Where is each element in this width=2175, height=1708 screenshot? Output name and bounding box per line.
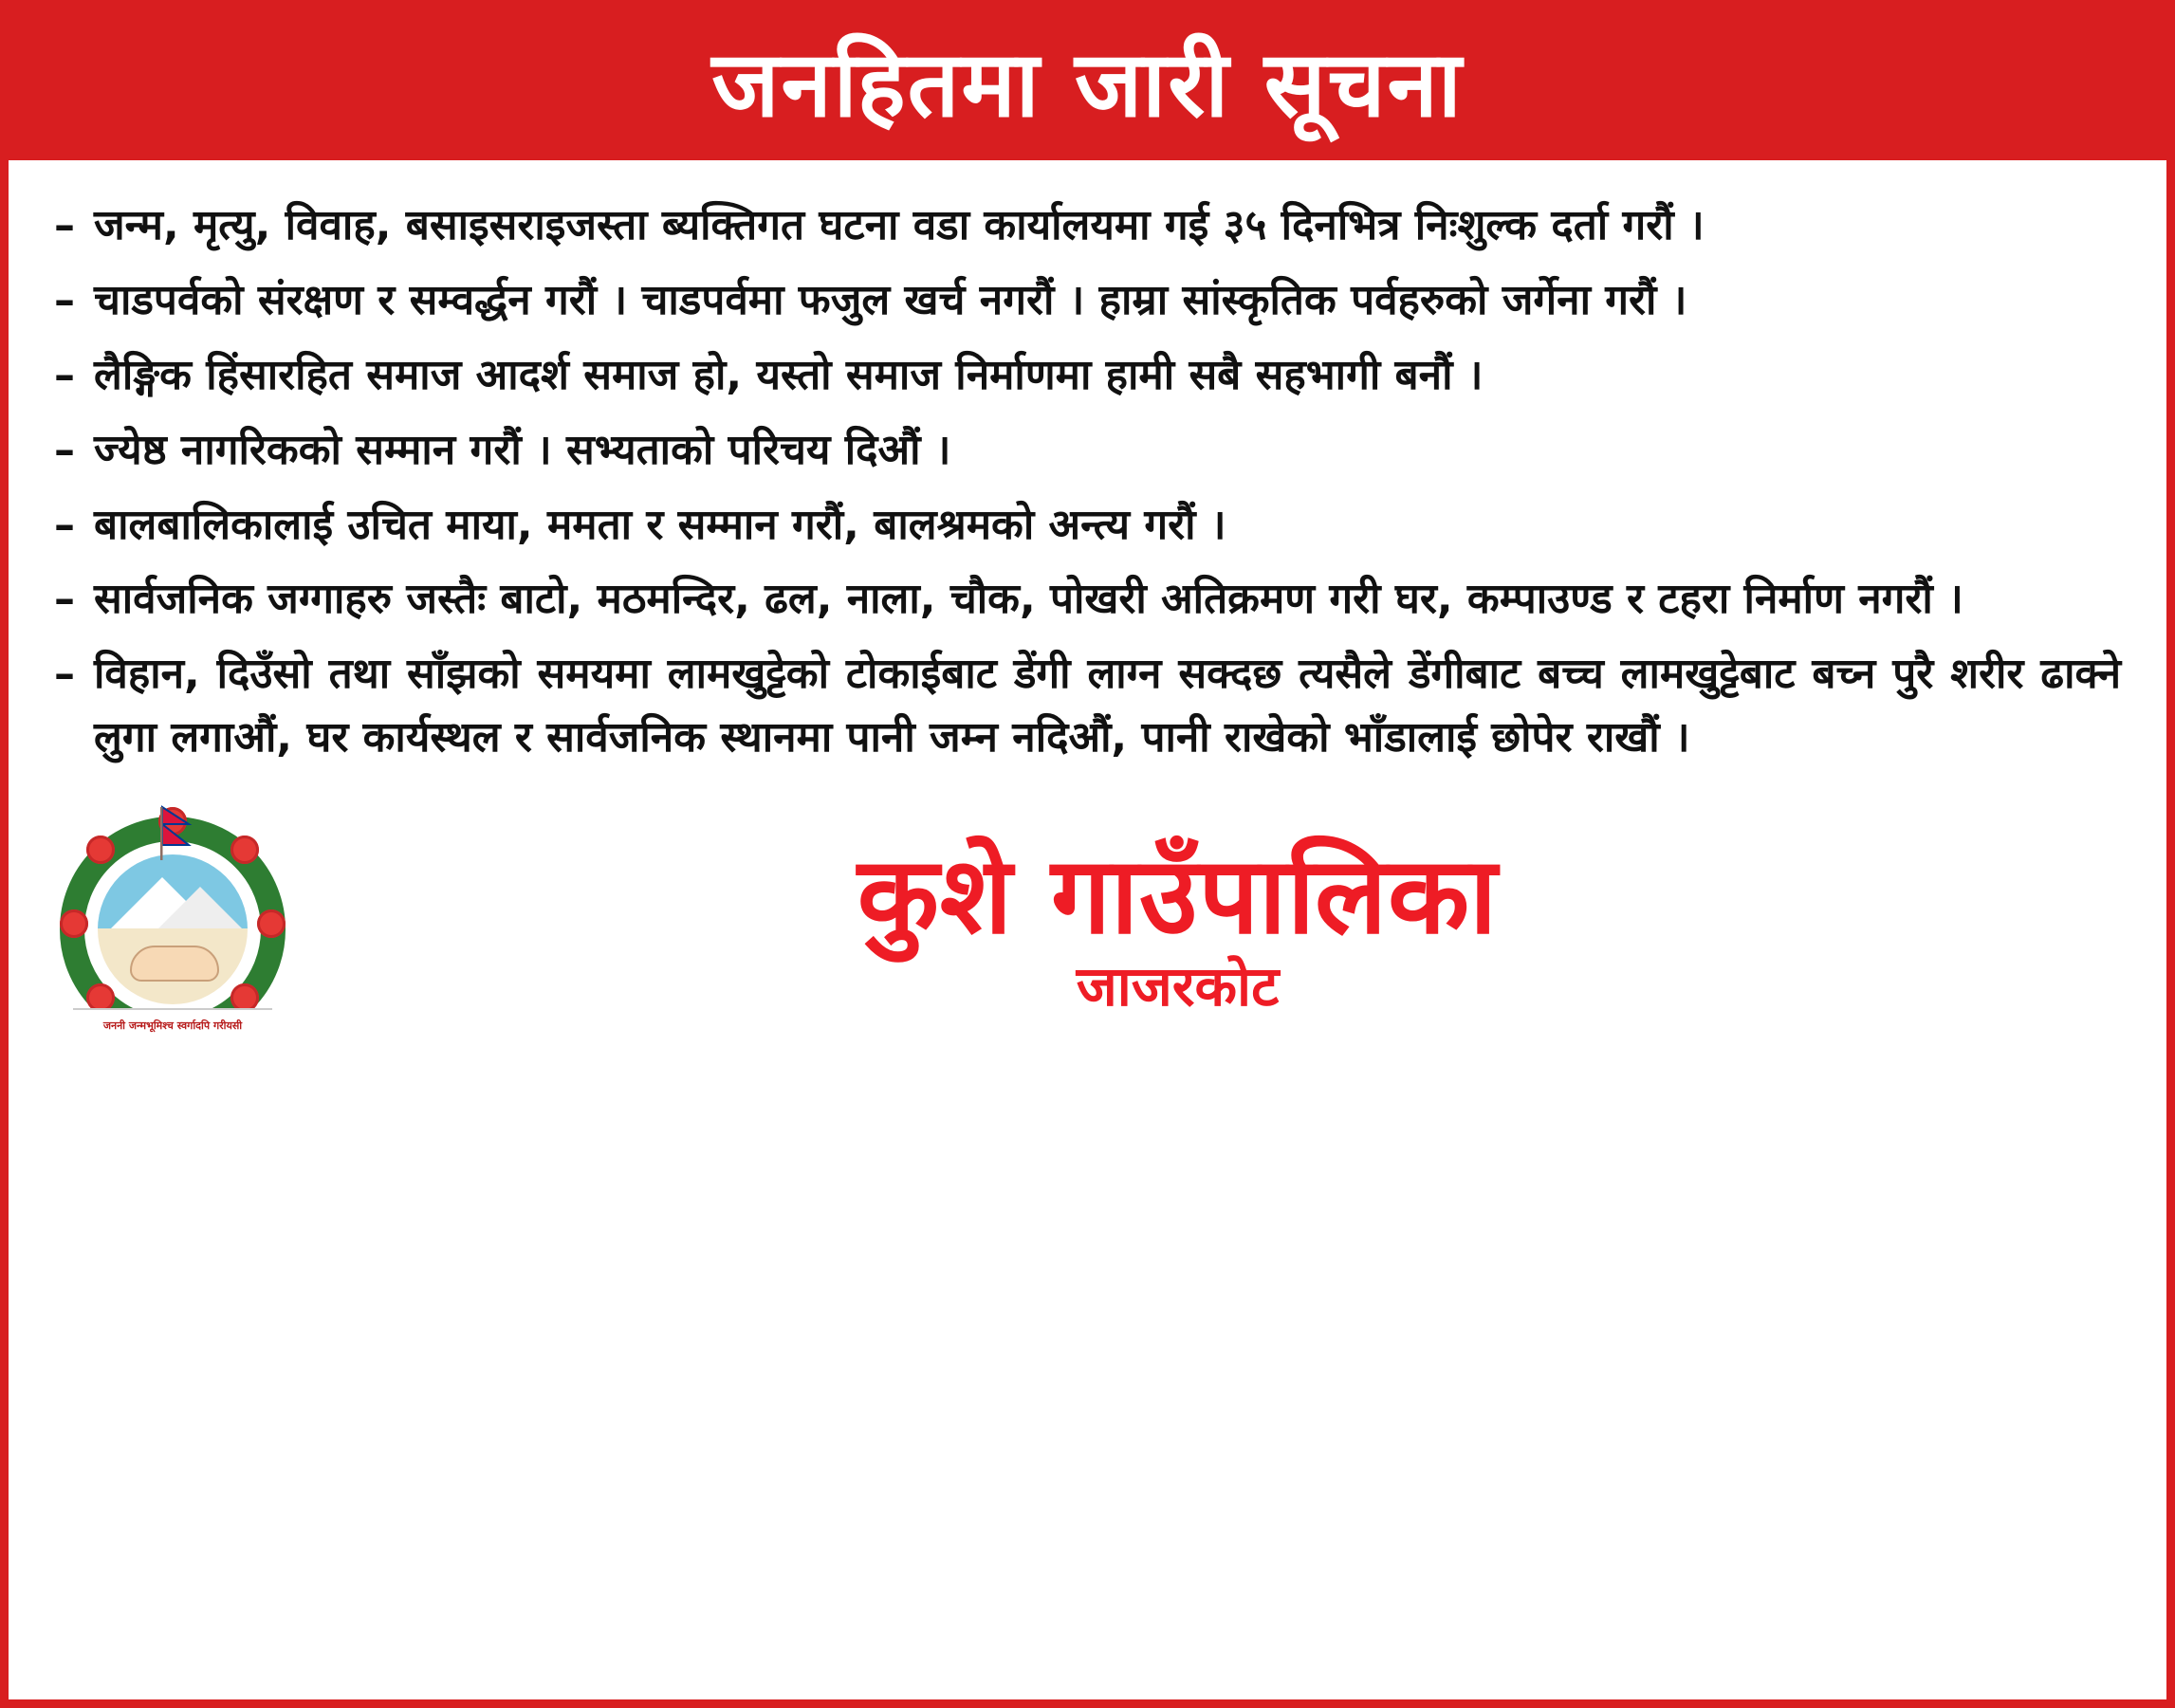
list-item	[54, 269, 2121, 333]
list-item	[54, 194, 2121, 258]
bullet-dash: –	[54, 350, 75, 399]
list-item-text: जन्म, मृत्यु, विवाह, बसाइसराइजस्ता ब्यक्तिगत घटना वडा कार्यालयमा गई ३५ दिनभित्र निःशुल्क दर्ता गरौं ।	[94, 201, 1705, 249]
bullet-dash: –	[54, 201, 75, 249]
list-item	[54, 568, 2121, 632]
list-item-text: चाडपर्वको संरक्षण र सम्वर्द्धन गरौं । चाडपर्वमा फजुल खर्च नगरौं । हाम्रा सांस्कृतिक पर्वहरुको जर्गेना गरौं ।	[94, 275, 1687, 324]
bullet-dash: –	[54, 500, 75, 549]
bullet-dash: –	[54, 650, 75, 699]
emblem-motto-text: जननी जन्मभूमिश्च स्वर्गादपि गरीयसी	[102, 1019, 243, 1032]
district-name: जाजरकोट	[1076, 953, 1280, 1019]
header-band	[9, 9, 2166, 166]
bullet-dash: –	[54, 425, 75, 474]
list-item-text: लैङ्गिक हिंसारहित समाज आदर्श समाज हो, यस्तो समाज निर्माणमा हामी सबै सहभागी बनौं ।	[94, 350, 1484, 399]
municipality-name: कुशे गाउँपालिका	[857, 835, 1499, 959]
nepal-government-emblem-icon	[54, 811, 291, 1048]
mountain-icon	[158, 887, 242, 928]
list-item	[54, 643, 2121, 770]
list-item	[54, 494, 2121, 558]
emblem-motto-ribbon	[73, 1008, 272, 1042]
page-title: जनहितमा जारी सूचना	[711, 31, 1464, 138]
bullet-dash: –	[54, 575, 75, 624]
emblem-inner-scene	[98, 854, 248, 1004]
footer	[9, 781, 2166, 1072]
list-item-text: बालबालिकालाई उचित माया, ममता र सम्मान गरौं, बालश्रमको अन्त्य गरौं ।	[94, 500, 1226, 549]
footer-names	[234, 835, 2121, 1019]
bullet-dash: –	[54, 275, 75, 324]
list-item-text: विहान, दिउँसो तथा साँझको समयमा लामखुट्टेको टोकाईबाट डेंगी लाग्न सक्दछ त्यसैले डेंगीबाट बच्च लामखुट्टेबाट बच्न पुरै शरीर ढाक्ने लुगा लगाऔं, घर कार्यस्थल र सार्वजनिक स्थानमा पानी जम्न नदिऔं, पानी राखेको भाँडालाई छोपेर राखौं ।	[94, 650, 2121, 762]
flower-icon	[257, 909, 286, 938]
list-item	[54, 344, 2121, 408]
flower-icon	[60, 909, 88, 938]
handshake-icon	[130, 946, 219, 982]
nepal-flag-icon	[160, 805, 193, 862]
notice-points-list	[9, 166, 2166, 770]
list-item-text: ज्येष्ठ नागरिकको सम्मान गरौं । सभ्यताको परिचय दिऔं ।	[94, 425, 951, 474]
list-item	[54, 419, 2121, 483]
list-item-text: सार्वजनिक जग्गाहरु जस्तैः बाटो, मठमन्दिर, ढल, नाला, चौक, पोखरी अतिक्रमण गरी घर, कम्पाउण्ड र टहरा निर्माण नगरौं ।	[94, 575, 1963, 624]
